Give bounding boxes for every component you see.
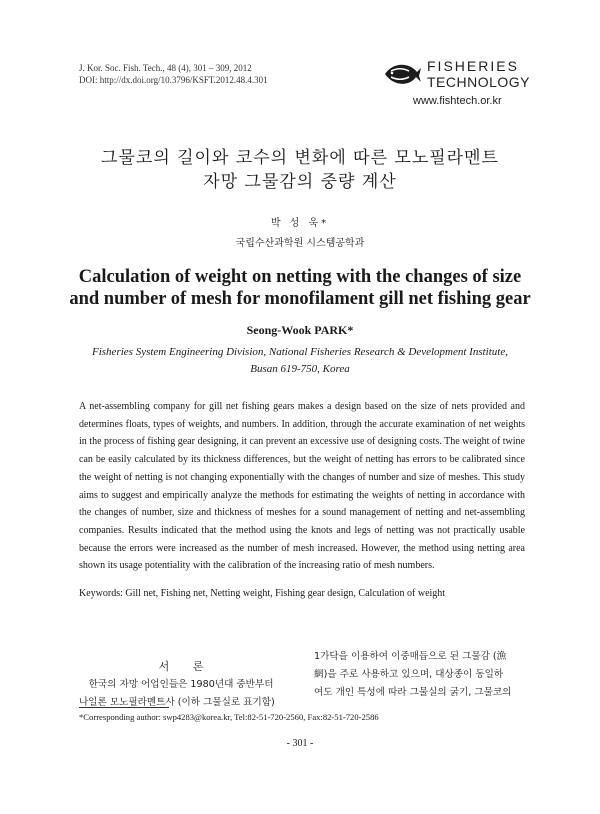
- logo-text-line2: TECHNOLOGY: [427, 74, 531, 90]
- english-author: Seong-Wook PARK*: [246, 323, 354, 337]
- english-title-line2: and number of mesh for monofilament gill net fishing gear: [69, 289, 531, 309]
- page-number: - 301 -: [286, 738, 314, 749]
- logo-text-line1: FISHERIES: [427, 58, 519, 74]
- intro-left-column: [79, 658, 293, 712]
- korean-title: [0, 146, 600, 194]
- korean-author: 박 성 욱*: [270, 218, 330, 229]
- logo-url[interactable]: www.fishtech.or.kr: [413, 95, 502, 107]
- english-affiliation-line1: Fisheries System Engineering Division, National Fisheries Research & Development Institute,: [92, 346, 508, 358]
- intro-right-column: [314, 648, 528, 702]
- intro-right-line2: 網)을 주로 사용하고 있으며, 대상종이 동일하: [314, 669, 504, 680]
- korean-title-line1: 그물코의 길이와 코수의 변화에 따른 모노필라멘트: [101, 148, 499, 168]
- fish-logo-icon: [383, 60, 421, 88]
- doi-link[interactable]: DOI: http://dx.doi.org/10.3796/KSFT.2012.48.4.301: [79, 75, 268, 85]
- english-affiliation: [0, 344, 600, 378]
- english-title-line1: Calculation of weight on netting with the changes of size: [78, 267, 522, 287]
- english-affiliation-line2: Busan 619-750, Korea: [250, 363, 350, 375]
- corresponding-author-footnote: *Corresponding author: swp4283@korea.kr, Tel:82-51-720-2560, Fax:82-51-720-2586: [79, 712, 379, 722]
- abstract: A net-assembling company for gill net fishing gears makes a design based on the size of nets provided and determines floats, types of weights, and numbers. In addition, through the accurate examination of net weights in the process of fishing gear designing, it can prevent an excessive use of designing costs. The weight of twine can be easily calculated by its thickness differences, but the weight of netting has errors to be calibrated since the weight of netting is not changing exponentially with the changes of number and size of meshes. This study aims to suggest and empirically analyze the methods for estimating the weights of netting in accordance with the changes of number, size and thickness of meshes for a sound management of netting and net-assembling companies. Results indicated that the method using the knots and legs of netting was not practically usable because the errors were increased as the number of mesh increased. However, the method using netting area shown its usage potentiality with the calibration of the increasing ratio of mesh numbers.: [79, 401, 525, 572]
- footnote-divider: [79, 707, 169, 708]
- journal-citation-block: [79, 62, 268, 86]
- keywords: Keywords: Gill net, Fishing net, Netting weight, Fishing gear design, Calculation of weight: [79, 588, 446, 599]
- intro-right-line1: 1가닥을 이용하여 이중매듭으로 된 그물감 (漁: [314, 651, 507, 662]
- english-title: [0, 266, 600, 310]
- section-heading-introduction: 서 론: [158, 660, 214, 673]
- intro-left-line1: 한국의 자망 어업인들은 1980년대 중반부터: [79, 679, 274, 690]
- journal-citation: J. Kor. Soc. Fish. Tech., 48 (4), 301 – 309, 2012: [79, 63, 252, 73]
- journal-logo[interactable]: [383, 58, 531, 108]
- intro-right-line3: 여도 개인 특성에 따라 그물실의 굵기, 그물코의: [314, 687, 512, 698]
- korean-affiliation: 국립수산과학원 시스템공학과: [235, 238, 365, 249]
- intro-left-line2: 나일론 모노필라멘트사 (이하 그물실로 표기함): [79, 697, 275, 708]
- korean-title-line2: 자망 그물감의 중량 계산: [203, 172, 397, 192]
